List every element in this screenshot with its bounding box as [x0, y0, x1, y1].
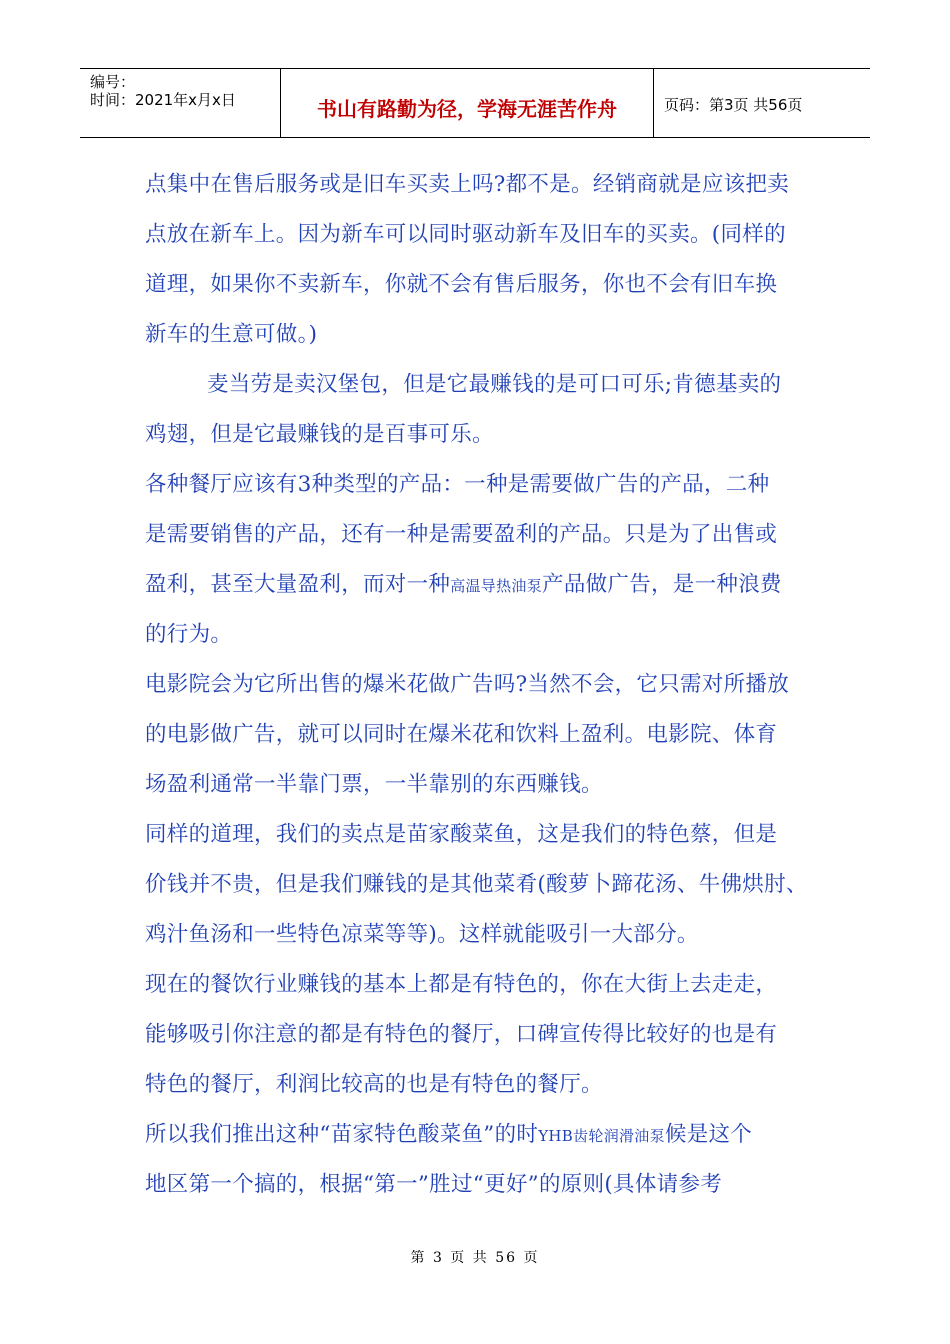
document-number-label: 编号：	[90, 73, 136, 91]
text-line-mixed	[145, 1110, 810, 1160]
text-segment: 盈利，甚至大量盈利，而对一种	[145, 572, 451, 597]
document-date-label: 时间：2021年x月x日	[90, 91, 236, 109]
text-line: 现在的餐饮行业赚钱的基本上都是有特色的，你在大街上去走走，	[145, 972, 778, 997]
text-line: 电影院会为它所出售的爆米花做广告吗?当然不会，它只需对所播放	[145, 672, 790, 697]
text-line: 鸡翅，但是它最赚钱的是百事可乐。	[145, 422, 494, 447]
text-segment: 产品做广告，是一种浪费	[542, 572, 782, 597]
header-meta-cell	[80, 69, 281, 137]
text-line: 地区第一个搞的，根据“第一”胜过“更好”的原则(具体请参考	[145, 1172, 723, 1197]
text-line: 场盈利通常一半靠门票，一半靠别的东西赚钱。	[145, 772, 603, 797]
paragraph	[145, 960, 810, 1110]
inserted-keyword: YHB齿轮润滑油泵	[538, 1127, 665, 1145]
text-line: 价钱并不贵，但是我们赚钱的是其他菜肴(酸萝卜蹄花汤、牛佛烘肘、	[145, 872, 808, 897]
text-line-mixed	[145, 560, 810, 610]
text-line: 新车的生意可做。)	[145, 322, 318, 347]
text-line: 点集中在售后服务或是旧车买卖上吗?都不是。经销商就是应该把卖	[145, 172, 790, 197]
inserted-keyword: 高温导热油泵	[450, 577, 543, 595]
text-line: 特色的餐厅，利润比较高的也是有特色的餐厅。	[145, 1072, 603, 1097]
document-body	[145, 160, 810, 1210]
text-line: 是需要销售的产品，还有一种是需要盈利的产品。只是为了出售或	[145, 522, 778, 547]
text-line: 点放在新车上。因为新车可以同时驱动新车及旧车的买卖。(同样的	[145, 222, 786, 247]
header-page-info: 页码：第3页 共56页	[664, 96, 803, 114]
text-line: 麦当劳是卖汉堡包，但是它最赚钱的是可口可乐;肯德基卖的	[207, 372, 782, 397]
text-segment: 所以我们推出这种“苗家特色酸菜鱼”的时	[145, 1122, 539, 1147]
paragraph	[145, 1110, 810, 1210]
header-motto: 书山有路勤为径，学海无涯苦作舟	[317, 97, 617, 121]
paragraph	[145, 660, 810, 810]
text-line: 同样的道理，我们的卖点是苗家酸菜鱼，这是我们的特色蔡，但是	[145, 822, 778, 847]
text-line: 各种餐厅应该有3种类型的产品：一种是需要做广告的产品，二种	[145, 472, 770, 497]
text-segment: 候是这个	[664, 1122, 753, 1147]
text-line: 的行为。	[145, 622, 233, 647]
text-line: 鸡汁鱼汤和一些特色凉菜等等)。这样就能吸引一大部分。	[145, 922, 699, 947]
paragraph	[145, 160, 810, 360]
text-line: 的电影做广告，就可以同时在爆米花和饮料上盈利。电影院、体育	[145, 722, 778, 747]
paragraph	[145, 460, 810, 660]
header-motto-cell	[281, 69, 654, 137]
page-footer: 第 3 页 共 56 页	[410, 1250, 540, 1266]
text-line: 道理，如果你不卖新车，你就不会有售后服务，你也不会有旧车换	[145, 272, 778, 297]
header-page-cell	[654, 69, 870, 137]
paragraph	[145, 810, 810, 960]
page-header	[80, 68, 870, 138]
paragraph	[145, 360, 810, 460]
text-line: 能够吸引你注意的都是有特色的餐厅，口碑宣传得比较好的也是有	[145, 1022, 778, 1047]
